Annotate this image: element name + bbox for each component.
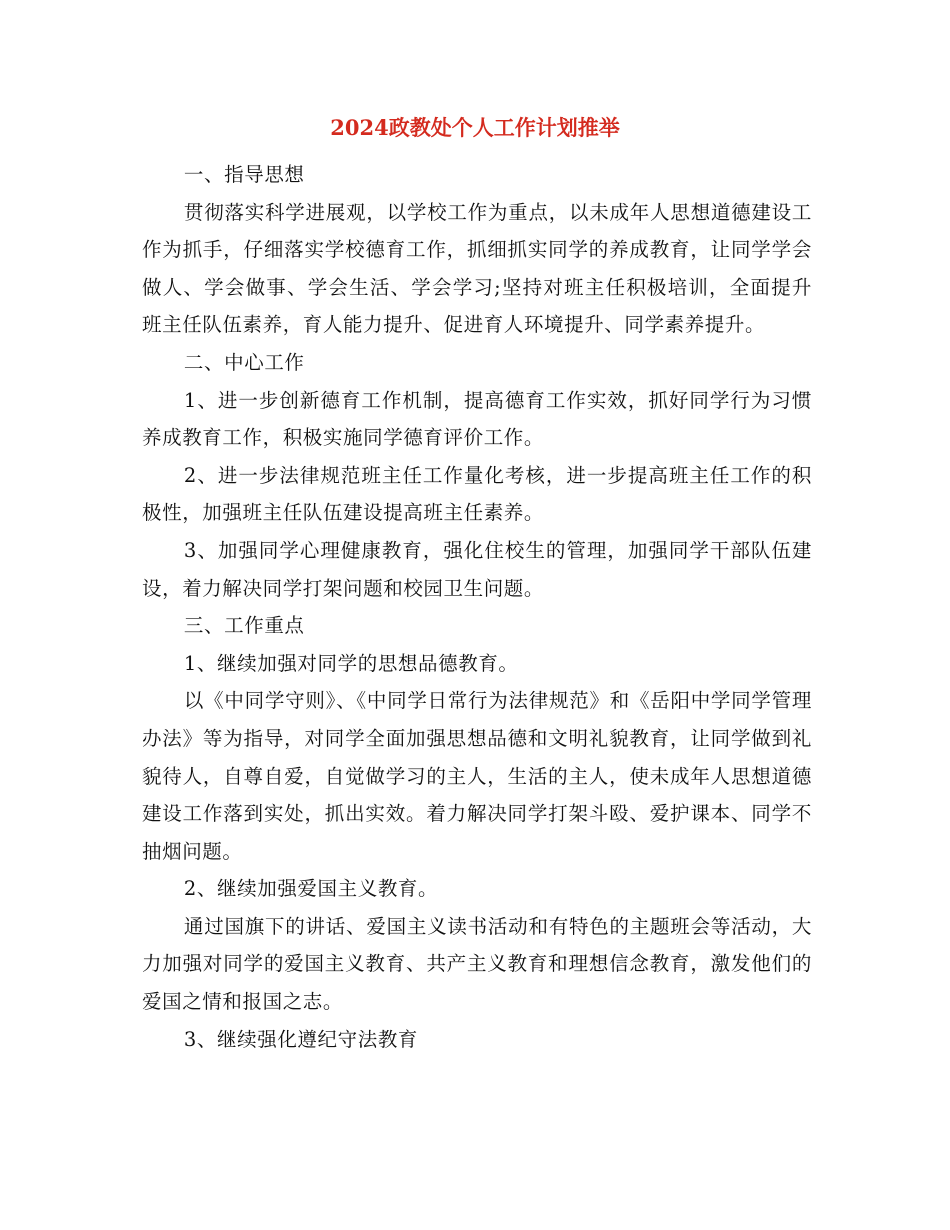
section-heading-guiding-ideology: 一、指导思想 <box>183 163 305 186</box>
subheading-patriotic-education: 2、继续加强爱国主义教育。 <box>183 877 439 901</box>
paragraph-central-work-2: 2、进一步法律规范班主任工作量化考核，进一步提高班主任工作的积极性，加强班主任队伍建设提高班主任素养。 <box>142 463 812 525</box>
paragraph-central-work-3: 3、加强同学心理健康教育，强化住校生的管理，加强同学干部队伍建设，着力解决同学打架问题和校园卫生问题。 <box>142 538 812 600</box>
section-heading-central-work: 二、中心工作 <box>183 350 305 374</box>
subheading-moral-education: 1、继续加强对同学的思想品德教育。 <box>183 651 519 675</box>
paragraph-guiding-ideology: 贯彻落实科学进展观，以学校工作为重点，以未成年人思想道德建设工作为抓手，仔细落实学校德育工作，抓细抓实同学的养成教育，让同学学会做人、学会做事、学会生活、学会学习;坚持对班主任积极培训，全面提升班主任队伍素养，育人能力提升、促进育人环境提升、同学素养提升。 <box>142 200 812 337</box>
document-body <box>142 156 812 1058</box>
paragraph-central-work-1: 1、进一步创新德育工作机制，提高德育工作实效，抓好同学行为习惯养成教育工作，积极实施同学德育评价工作。 <box>142 388 812 450</box>
document-title: 2024政教处个人工作计划推举 <box>330 115 620 140</box>
paragraph-patriotic-education: 通过国旗下的讲话、爱国主义读书活动和有特色的主题班会等活动，大力加强对同学的爱国主义教育、共产主义教育和理想信念教育，激发他们的爱国之情和报国之志。 <box>142 914 812 1014</box>
subheading-law-education: 3、继续强化遵纪守法教育 <box>183 1027 419 1051</box>
paragraph-moral-education: 以《中同学守则》、《中同学日常行为法律规范》和《岳阳中学同学管理办法》等为指导，对同学全面加强思想品德和文明礼貌教育，让同学做到礼貌待人，自尊自爱，自觉做学习的主人，生活的主人，使未成年人思想道德建设工作落到实处，抓出实效。着力解决同学打架斗殴、爱护课本、同学不抽烟问题。 <box>142 689 812 863</box>
section-heading-work-focus: 三、工作重点 <box>183 614 305 638</box>
